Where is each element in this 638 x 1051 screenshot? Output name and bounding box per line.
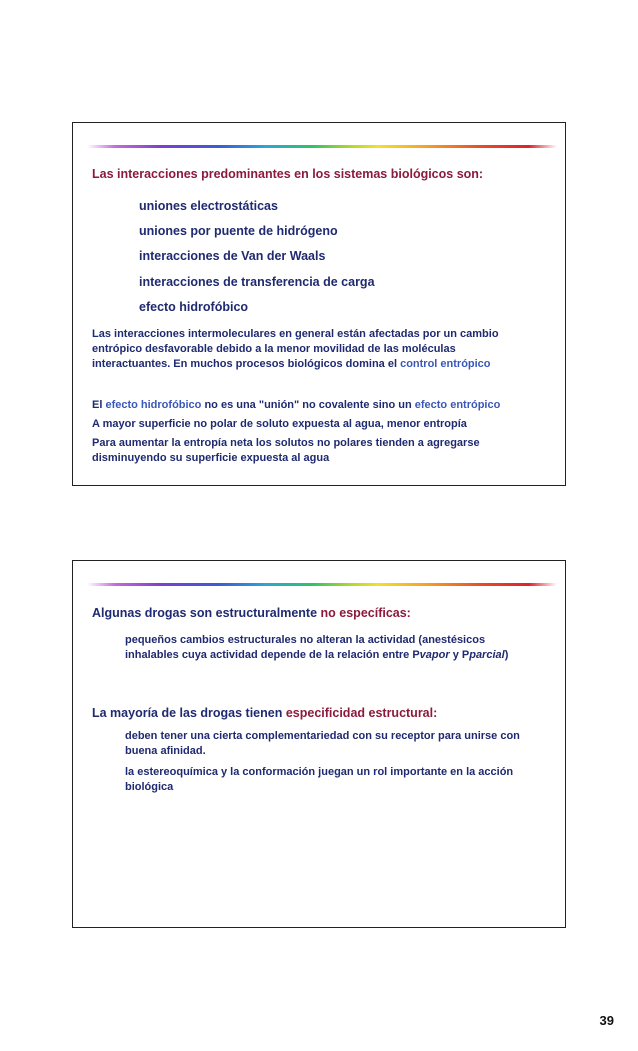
highlight-term: no específicas: [320, 606, 411, 620]
list-item: interacciones de Van der Waals [139, 249, 326, 263]
subscript-text: vapor [419, 649, 450, 661]
sub-line: biológica [125, 781, 174, 793]
page-number: 39 [599, 1013, 614, 1028]
para-text: no es una "unión" no covalente sino un [201, 399, 415, 411]
sub-line: pequeños cambios estructurales no alteran la actividad (anestésicos [125, 634, 486, 646]
slide-2 [72, 560, 566, 928]
highlight-term: control entrópico [400, 358, 491, 370]
para-text: interactuantes. En muchos procesos biológicos domina el [92, 358, 401, 370]
list-item: efecto hidrofóbico [139, 300, 249, 314]
para-line: entrópico desfavorable debido a la menor movilidad de las moléculas [92, 343, 456, 355]
rainbow-divider [87, 145, 557, 148]
para-line: disminuyendo su superficie expuesta al agua [92, 452, 330, 464]
list-item: uniones electrostáticas [139, 199, 278, 213]
sub-line: buena afinidad. [125, 745, 206, 757]
para-text: El [92, 399, 106, 411]
sub-text: inhalables cuya actividad depende de la relación entre P [125, 649, 420, 661]
sub-line: la estereoquímica y la conformación juegan un rol importante en la acción [125, 766, 514, 778]
list-item: interacciones de transferencia de carga [139, 275, 375, 289]
para-line [92, 398, 500, 412]
heading-text: La mayoría de las drogas tienen [92, 706, 286, 720]
slide2-heading-1 [92, 606, 411, 620]
list-item: uniones por puente de hidrógeno [139, 224, 338, 238]
subscript-text: parcial [469, 649, 505, 661]
sub-text: y P [449, 649, 470, 661]
highlight-term: efecto entrópico [414, 399, 501, 411]
para-line: A mayor superficie no polar de soluto expuesta al agua, menor entropía [92, 418, 467, 430]
slide1-heading: Las interacciones predominantes en los sistemas biológicos son: [92, 167, 484, 181]
slide-1 [72, 122, 566, 486]
sub-line: deben tener una cierta complementariedad con su receptor para unirse con [125, 730, 520, 742]
heading-text: Algunas drogas son estructuralmente [92, 606, 321, 620]
sub-line [125, 648, 508, 662]
para-line [92, 357, 491, 371]
highlight-term: especificidad estructural: [285, 706, 438, 720]
para-line: Las interacciones intermoleculares en general están afectadas por un cambio [92, 328, 499, 340]
rainbow-divider [87, 583, 557, 586]
para-line: Para aumentar la entropía neta los solutos no polares tienden a agregarse [92, 437, 480, 449]
highlight-term: efecto hidrofóbico [105, 399, 202, 411]
slide2-heading-2 [92, 706, 437, 720]
sub-text: ) [504, 649, 509, 661]
